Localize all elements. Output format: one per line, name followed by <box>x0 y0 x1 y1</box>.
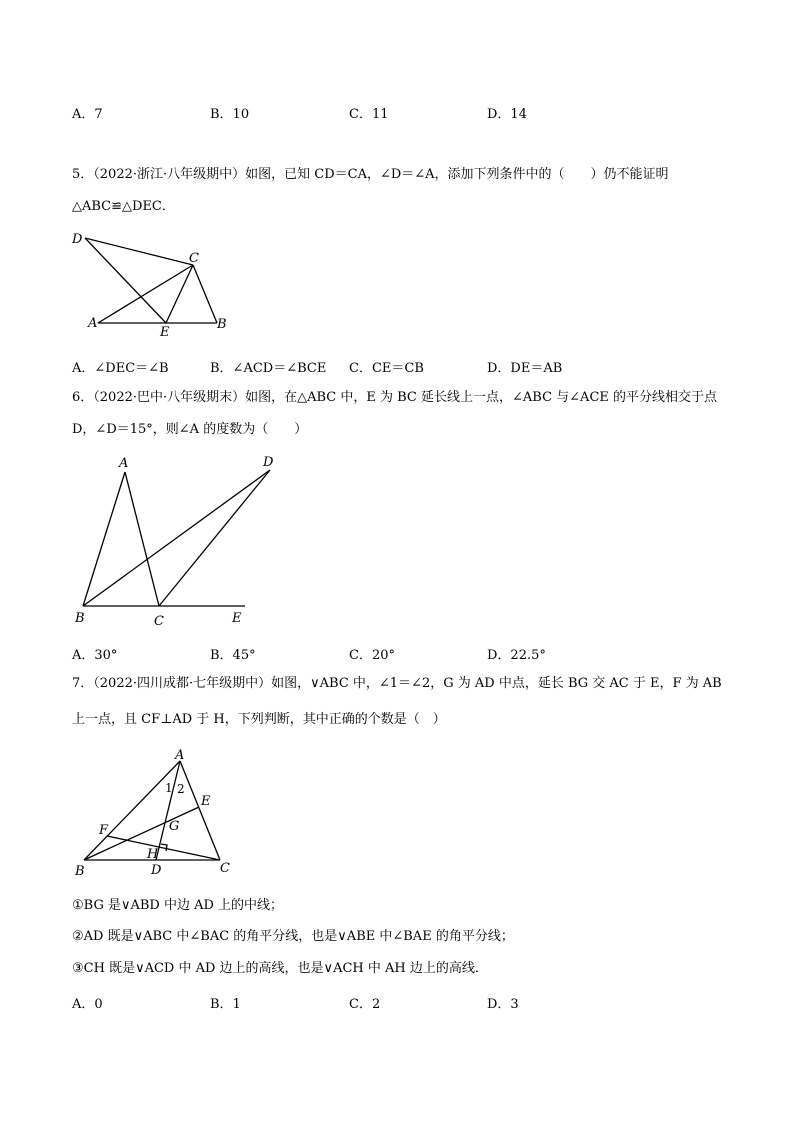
q6-option-d: D．22.5° <box>487 648 546 663</box>
q7-label-g: G <box>169 819 180 834</box>
q4-option-d: D．14 <box>487 107 527 122</box>
q4-option-c: C．11 <box>349 107 389 122</box>
q5-option-b: B．∠ACD＝∠BCE <box>210 361 327 376</box>
q5-label-e: E <box>160 325 170 340</box>
q7-label-angle-2: 2 <box>177 782 185 796</box>
q7-segment-fc <box>107 836 220 860</box>
q6-label-c: C <box>154 614 164 629</box>
q7-stem-line1: 7．（2022·四川成都·七年级期中）如图，∨ABC 中，∠1＝∠2，G 为 AD 中点，延长 BG 交 AC 于 E，F 为 AB <box>72 676 722 691</box>
q7-option-d: D．3 <box>487 997 519 1012</box>
q6-option-c: C．20° <box>349 648 395 663</box>
q7-statement-1: ①BG 是∨ABD 中边 AD 上的中线； <box>72 898 284 913</box>
q6-label-d: D <box>263 455 274 470</box>
q7-option-c: C．2 <box>349 997 381 1012</box>
q6-option-b: B．45° <box>210 648 256 663</box>
q7-label-e: E <box>201 794 211 809</box>
q5-option-c: C．CE＝CB <box>349 361 424 376</box>
q6-label-e: E <box>232 611 242 626</box>
q7-option-a: A．0 <box>72 997 103 1012</box>
q5-stem-line2: △ABC≌△DEC． <box>72 199 175 214</box>
q5-label-a: A <box>88 316 98 331</box>
q5-option-d: D．DE＝AB <box>487 361 563 376</box>
q7-label-f: F <box>99 823 109 838</box>
q4-option-b: B．10 <box>210 107 250 122</box>
q5-stem-line1: 5．（2022·浙江·八年级期中）如图，已知 CD＝CA，∠D＝∠A，添加下列条件中的（ ）仍不能证明 <box>72 167 669 182</box>
q7-statement-2: ②AD 既是∨ABC 中∠BAC 的角平分线，也是∨ABE 中∠BAE 的角平分线； <box>72 929 514 944</box>
q7-label-angle-1: 1 <box>165 781 173 795</box>
q7-statement-3: ③CH 既是∨ACD 中 AD 边上的高线，也是∨ACH 中 AH 边上的高线． <box>72 961 488 976</box>
q7-label-c: C <box>220 861 230 876</box>
q6-stem-line2: D，∠D＝15°，则∠A 的度数为（ ） <box>72 422 308 437</box>
q6-stem-line1: 6．（2022·巴中·八年级期末）如图，在△ABC 中，E 为 BC 延长线上一点，∠ABC 与∠ACE 的平分线相交于点 <box>72 390 718 405</box>
q7-label-h: H <box>147 847 159 862</box>
q6-label-b: B <box>75 611 85 626</box>
q7-label-b: B <box>75 864 85 879</box>
q7-segment-ad <box>156 761 180 860</box>
q7-label-a: A <box>175 748 185 763</box>
q7-label-d: D <box>151 863 162 878</box>
q7-stem-line2: 上一点，且 CF⊥AD 于 H，下列判断，其中正确的个数是（ ） <box>72 712 446 727</box>
q5-option-a: A．∠DEC＝∠B <box>72 361 169 376</box>
q5-label-b: B <box>217 317 227 332</box>
q4-option-a: A．7 <box>72 107 103 122</box>
q7-segment-ac <box>180 761 220 860</box>
q5-label-d: D <box>72 232 83 247</box>
q6-option-a: A．30° <box>72 648 118 663</box>
q7-option-b: B．1 <box>210 997 241 1012</box>
q5-label-c: C <box>189 251 199 266</box>
q6-label-a: A <box>119 456 129 471</box>
